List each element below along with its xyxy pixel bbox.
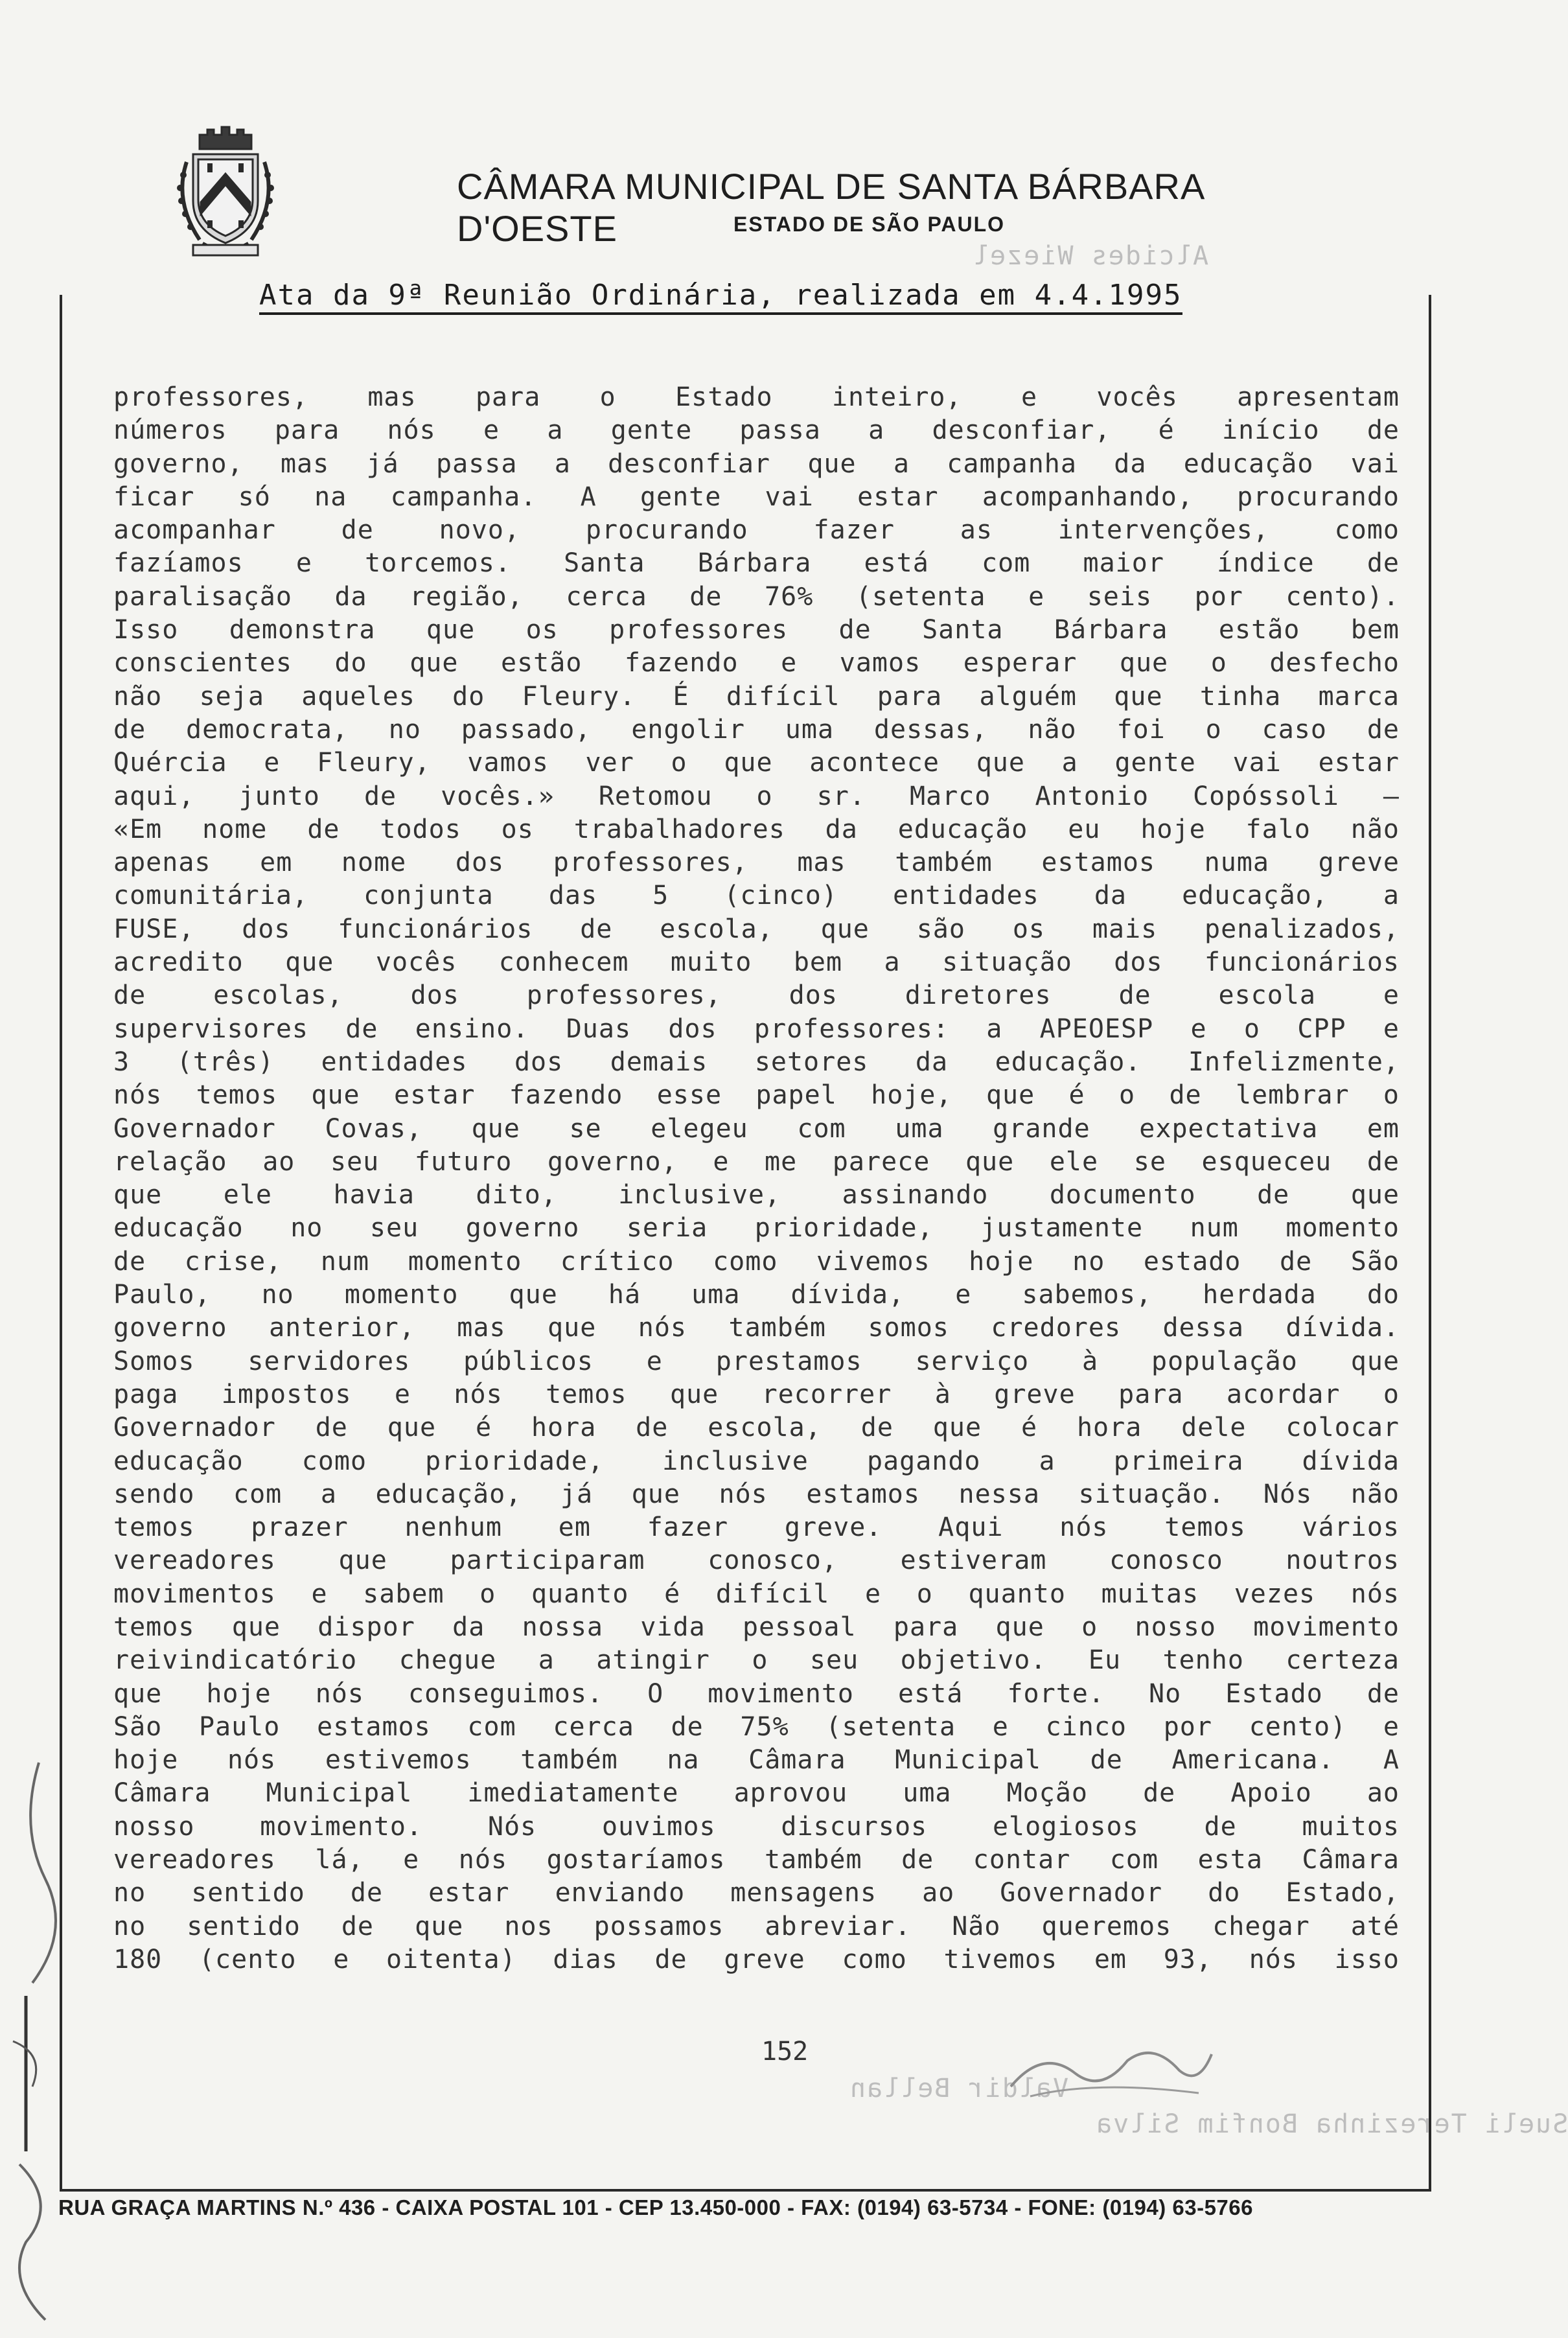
body-line: FUSE, dos funcionários de escola, que são os mais penalizados, [113,914,1400,944]
bleed-through-text: Alcides Wiezel [972,241,1209,271]
body-line: acredito que vocês conhecem muito bem a situação dos funcionários [113,947,1400,978]
body-line: ficar só na campanha. A gente vai estar acompanhando, procurando [113,481,1400,512]
margin-signature-mark [0,1750,78,2333]
body-line: Somos servidores públicos e prestamos serviço à população que [113,1346,1400,1376]
body-line: relação ao seu futuro governo, e me parece que ele se esqueceu de [113,1146,1400,1177]
document-title: Ata da 9ª Reunião Ordinária, realizada em 4.4.1995 [259,280,1182,315]
bleed-through-text: Sueli Terezinha Bonfim Silva [1095,2109,1568,2139]
signature-mark [1004,2035,1218,2106]
body-line: que hoje nós conseguimos. O movimento está forte. No Estado de [113,1678,1400,1709]
body-line: governo anterior, mas que nós também somos credores dessa dívida. [113,1313,1400,1343]
frame-right-border [1429,295,1431,2190]
body-line: comunitária, conjunta das 5 (cinco) entidades da educação, a [113,881,1400,911]
body-line: conscientes do que estão fazendo e vamos esperar que o desfecho [113,648,1400,678]
body-line: de crise, num momento crítico como vivemos hoje no estado de São [113,1246,1400,1277]
body-line: temos que dispor da nossa vida pessoal para que o nosso movimento [113,1612,1400,1642]
body-line: educação como prioridade, inclusive pagando a primeira dívida [113,1446,1400,1476]
body-line: supervisores de ensino. Duas dos professores: a APEOESP e o CPP e [113,1013,1400,1044]
body-line: hoje nós estivemos também na Câmara Municipal de Americana. A [113,1745,1400,1776]
body-line: no sentido de que nos possamos abreviar. Não queremos chegar até [113,1911,1400,1941]
body-line: paralisação da região, cerca de 76% (setenta e seis por cento). [113,581,1400,612]
body-line: paga impostos e nós temos que recorrer à greve para acordar o [113,1379,1400,1409]
body-line: nosso movimento. Nós ouvimos discursos elogiosos de muitos [113,1811,1400,1842]
body-line: São Paulo estamos com cerca de 75% (setenta e cinco por cento) e [113,1711,1400,1742]
body-line: acompanhar de novo, procurando fazer as intervenções, como [113,515,1400,546]
body-line: Governador Covas, que se elegeu com uma grande expectativa em [113,1113,1400,1144]
body-line: professores, mas para o Estado inteiro, e vocês apresentam [113,382,1400,412]
body-text [113,381,1400,1976]
bleed-through-text: Valdir Bellan [849,2074,1069,2103]
body-line: de democrata, no passado, engolir uma dessas, não foi o caso de [113,714,1400,745]
body-line: educação no seu governo seria prioridade, justamente num momento [113,1213,1400,1244]
body-line: números para nós e a gente passa a desconfiar, é início de [113,415,1400,446]
body-line: Governador de que é hora de escola, de que é hora dele colocar [113,1413,1400,1443]
body-line: Paulo, no momento que há uma dívida, e sabemos, herdada do [113,1280,1400,1310]
body-line: nós temos que estar fazendo esse papel hoje, que é o de lembrar o [113,1080,1400,1111]
body-line: temos prazer nenhum em fazer greve. Aqui nós temos vários [113,1512,1400,1543]
body-line: vereadores lá, e nós gostaríamos também de contar com esta Câmara [113,1845,1400,1875]
body-line: no sentido de estar enviando mensagens ao Governador do Estado, [113,1878,1400,1908]
footer-address: RUA GRAÇA MARTINS N.º 436 - CAIXA POSTAL 101 - CEP 13.450-000 - FAX: (0194) 63-5734 - FONE: (0194) 63-5766 [58,2195,1253,2219]
body-line: não seja aqueles do Fleury. É difícil para alguém que tinha marca [113,681,1400,712]
body-line: vereadores que participaram conosco, estiveram conosco noutros [113,1545,1400,1576]
frame-bottom-border [60,2189,1431,2192]
organization-name: CÂMARA MUNICIPAL DE SANTA BÁRBARA D'OESTE [457,166,1204,249]
body-line: aqui, junto de vocês.» Retomou o sr. Marco Antonio Copóssoli – [113,781,1400,811]
body-line: que ele havia dito, inclusive, assinando documento de que [113,1180,1400,1210]
body-line: 3 (três) entidades dos demais setores da educação. Infelizmente, [113,1047,1400,1077]
body-line: Câmara Municipal imediatamente aprovou uma Moção de Apoio ao [113,1778,1400,1809]
page-number: 152 [761,2037,809,2066]
body-line: de escolas, dos professores, dos diretores de escola e [113,980,1400,1011]
body-line: reivindicatório chegue a atingir o seu objetivo. Eu tenho certeza [113,1645,1400,1676]
body-line: Isso demonstra que os professores de Santa Bárbara estão bem [113,615,1400,645]
body-line: fazíamos e torcemos. Santa Bárbara está com maior índice de [113,548,1400,579]
body-line: Quércia e Fleury, vamos ver o que acontece que a gente vai estar [113,748,1400,778]
body-line: movimentos e sabem o quanto é difícil e o quanto muitas vezes nós [113,1579,1400,1609]
municipal-crest-icon [167,123,284,266]
body-line: sendo com a educação, já que nós estamos nessa situação. Nós não [113,1479,1400,1509]
body-line: governo, mas já passa a desconfiar que a campanha da educação vai [113,448,1400,479]
body-line: apenas em nome dos professores, mas também estamos numa greve [113,848,1400,878]
body-line: «Em nome de todos os trabalhadores da educação eu hoje falo não [113,814,1400,844]
body-line: 180 (cento e oitenta) dias de greve como tivemos em 93, nós isso [113,1944,1400,1974]
organization-state: ESTADO DE SÃO PAULO [733,213,1006,236]
